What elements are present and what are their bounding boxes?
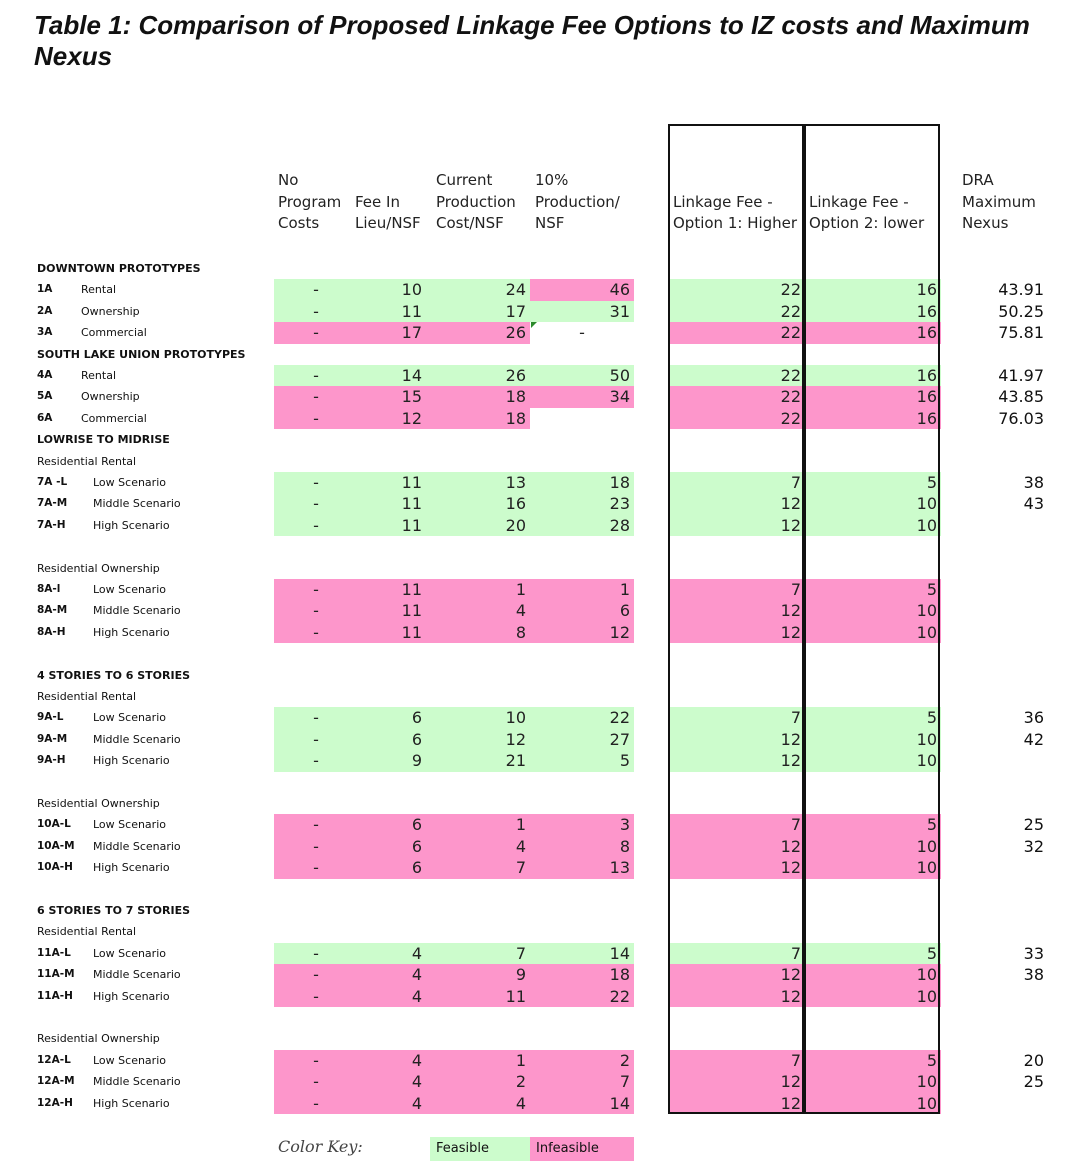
prototype-label: Commercial — [81, 326, 147, 340]
cell-ten: 5 — [530, 750, 634, 771]
cell-cur: 26 — [426, 322, 530, 343]
cell-ten — [530, 408, 634, 429]
table-row — [0, 707, 1080, 728]
cell-none: - — [274, 472, 358, 493]
cell-lf2: 10 — [805, 836, 941, 857]
cell-cur: 4 — [426, 600, 530, 621]
cell-lf1: 7 — [669, 579, 805, 600]
cell-fee: 11 — [358, 493, 426, 514]
cell-fee: 4 — [358, 1093, 426, 1114]
prototype-label: Commercial — [81, 411, 147, 425]
subsection-title: Residential Ownership — [37, 797, 160, 810]
cell-ten: 27 — [530, 729, 634, 750]
cell-cur: 13 — [426, 472, 530, 493]
cell-ten: - — [579, 323, 585, 343]
prototype-label: Low Scenario — [93, 946, 166, 960]
cell-none: - — [274, 1071, 358, 1092]
cell-lf2: 10 — [805, 986, 941, 1007]
cell-fee: 6 — [358, 836, 426, 857]
cell-ten: 14 — [530, 943, 634, 964]
prototype-id: 9A-L — [37, 711, 64, 724]
prototype-label: High Scenario — [93, 861, 170, 875]
subsection-heading — [0, 1028, 1080, 1049]
prototype-label: High Scenario — [93, 1096, 170, 1110]
cell-lf1: 7 — [669, 943, 805, 964]
cell-ten: 28 — [530, 515, 634, 536]
section-heading — [0, 900, 1080, 921]
cell-ten: 34 — [530, 386, 634, 407]
cell-fee: 4 — [358, 964, 426, 985]
header-fee-in-lieu: Fee In Lieu/NSF — [355, 192, 421, 232]
table-row — [0, 493, 1080, 514]
cell-fee: 10 — [358, 279, 426, 300]
cell-lf2: 5 — [805, 579, 941, 600]
table-row — [0, 857, 1080, 878]
cell-fee: 9 — [358, 750, 426, 771]
prototype-id: 12A-M — [37, 1075, 75, 1088]
cell-nexus: 25 — [1023, 815, 1044, 835]
color-key-infeasible: Infeasible — [530, 1137, 634, 1161]
cell-ten: 22 — [530, 707, 634, 728]
cell-nexus: 32 — [1023, 836, 1044, 856]
section-title: SOUTH LAKE UNION PROTOTYPES — [37, 347, 246, 361]
prototype-label: Rental — [81, 369, 116, 382]
cell-lf2: 5 — [805, 1050, 941, 1071]
cell-fee: 11 — [358, 579, 426, 600]
table-row — [0, 301, 1080, 322]
cell-cur: 2 — [426, 1071, 530, 1092]
prototype-id: 11A-H — [37, 989, 73, 1002]
cell-lf2: 16 — [805, 386, 941, 407]
cell-cur: 26 — [426, 365, 530, 386]
table-row — [0, 986, 1080, 1007]
cell-lf1: 22 — [669, 322, 805, 343]
cell-lf1: 12 — [669, 986, 805, 1007]
table-row — [0, 964, 1080, 985]
cell-cur: 10 — [426, 707, 530, 728]
cell-lf1: 22 — [669, 408, 805, 429]
cell-lf1: 7 — [669, 472, 805, 493]
cell-none: - — [274, 1050, 358, 1071]
cell-ten: 1 — [530, 579, 634, 600]
prototype-id: 10A-L — [37, 818, 71, 831]
table-row — [0, 1071, 1080, 1092]
prototype-label: High Scenario — [93, 989, 170, 1003]
cell-none: - — [274, 622, 358, 643]
table-row — [0, 365, 1080, 386]
cell-ten: 31 — [530, 301, 634, 322]
prototype-id: 3A — [37, 326, 53, 339]
prototype-id: 11A-L — [37, 946, 71, 959]
cell-fee: 15 — [358, 386, 426, 407]
cell-fee: 12 — [358, 408, 426, 429]
cell-ten: 18 — [530, 472, 634, 493]
cell-lf2: 16 — [805, 408, 941, 429]
spacer-row — [0, 1007, 1080, 1028]
cell-ten: 23 — [530, 493, 634, 514]
header-ten-pct-production: 10% Production/ NSF — [535, 171, 620, 232]
section-title: DOWNTOWN PROTOTYPES — [37, 262, 201, 275]
section-heading — [0, 665, 1080, 686]
header-linkage-option-1: Linkage Fee - Option 1: Higher — [673, 192, 798, 232]
cell-lf2: 10 — [805, 515, 941, 536]
section-title: 4 STORIES TO 6 STORIES — [37, 668, 191, 682]
spacer-row — [0, 536, 1080, 557]
prototype-label: Middle Scenario — [93, 732, 181, 746]
spacer-row — [0, 879, 1080, 900]
cell-ten: 46 — [530, 279, 634, 300]
subsection-heading — [0, 793, 1080, 814]
spacer-row — [0, 772, 1080, 793]
prototype-label: Middle Scenario — [93, 1075, 181, 1089]
prototype-label: Low Scenario — [93, 583, 166, 596]
prototype-label: Middle Scenario — [93, 839, 181, 853]
cell-lf1: 12 — [669, 1093, 805, 1114]
table-row — [0, 1093, 1080, 1114]
cell-cur: 18 — [426, 386, 530, 407]
cell-lf2: 10 — [805, 493, 941, 514]
cell-cur: 12 — [426, 729, 530, 750]
cell-none: - — [274, 707, 358, 728]
cell-none: - — [274, 814, 358, 835]
cell-none: - — [274, 600, 358, 621]
cell-none: - — [274, 986, 358, 1007]
prototype-id: 7A-M — [37, 497, 68, 510]
cell-cur: 7 — [426, 857, 530, 878]
prototype-id: 9A-M — [37, 732, 68, 745]
cell-nexus: 50.25 — [998, 301, 1044, 321]
table-row — [0, 579, 1080, 600]
cell-none: - — [274, 279, 358, 300]
cell-cur: 4 — [426, 1093, 530, 1114]
table-row — [0, 729, 1080, 750]
subsection-title: Residential Ownership — [37, 561, 160, 575]
cell-fee: 4 — [358, 1050, 426, 1071]
cell-lf1: 7 — [669, 707, 805, 728]
cell-ten: 18 — [530, 964, 634, 985]
prototype-id: 10A-M — [37, 839, 75, 852]
comment-marker — [531, 322, 537, 328]
cell-lf2: 16 — [805, 301, 941, 322]
cell-fee: 4 — [358, 943, 426, 964]
cell-none: - — [274, 836, 358, 857]
cell-nexus: 43 — [1023, 494, 1044, 514]
cell-cur: 17 — [426, 301, 530, 322]
cell-ten: 8 — [530, 836, 634, 857]
prototype-label: Low Scenario — [93, 1053, 166, 1067]
cell-none: - — [274, 365, 358, 386]
cell-lf2: 10 — [805, 622, 941, 643]
header-current-production: Current Production Cost/NSF — [436, 171, 516, 232]
cell-nexus: 75.81 — [998, 323, 1044, 343]
cell-fee: 11 — [358, 301, 426, 322]
subsection-heading — [0, 686, 1080, 707]
cell-fee: 11 — [358, 600, 426, 621]
section-heading — [0, 258, 1080, 279]
cell-nexus: 36 — [1023, 708, 1044, 728]
prototype-id: 4A — [37, 369, 53, 381]
prototype-label: Low Scenario — [93, 711, 166, 725]
cell-lf1: 22 — [669, 386, 805, 407]
cell-none: - — [274, 515, 358, 536]
section-heading — [0, 344, 1080, 365]
prototype-id: 6A — [37, 411, 53, 424]
cell-lf1: 12 — [669, 729, 805, 750]
cell-lf2: 5 — [805, 943, 941, 964]
cell-nexus: 38 — [1023, 473, 1044, 492]
subsection-heading — [0, 921, 1080, 942]
prototype-label: High Scenario — [93, 518, 170, 532]
cell-cur: 11 — [426, 986, 530, 1007]
prototype-id: 11A-M — [37, 968, 75, 981]
cell-fee: 6 — [358, 707, 426, 728]
cell-lf2: 5 — [805, 814, 941, 835]
cell-lf2: 10 — [805, 1093, 941, 1114]
cell-lf2: 16 — [805, 322, 941, 343]
cell-nexus: 42 — [1023, 729, 1044, 749]
table-row — [0, 836, 1080, 857]
cell-lf1: 12 — [669, 836, 805, 857]
cell-cur: 4 — [426, 836, 530, 857]
header-no-program: No Program Costs — [278, 171, 342, 232]
prototype-id: 7A -L — [37, 476, 68, 488]
cell-cur: 20 — [426, 515, 530, 536]
cell-ten: 12 — [530, 622, 634, 643]
prototype-id: 8A-M — [37, 604, 68, 617]
cell-nexus: 76.03 — [998, 408, 1044, 428]
cell-ten: 2 — [530, 1050, 634, 1071]
subsection-title: Residential Ownership — [37, 1032, 160, 1046]
cell-none: - — [274, 301, 358, 322]
cell-lf1: 12 — [669, 600, 805, 621]
cell-cur: 8 — [426, 622, 530, 643]
cell-cur: 21 — [426, 750, 530, 771]
cell-ten: 22 — [530, 986, 634, 1007]
prototype-label: High Scenario — [93, 625, 170, 639]
section-title: LOWRISE TO MIDRISE — [37, 433, 170, 447]
cell-nexus: 43.91 — [998, 280, 1044, 300]
cell-lf2: 10 — [805, 857, 941, 878]
table-row — [0, 386, 1080, 407]
cell-ten: 14 — [530, 1093, 634, 1114]
cell-lf1: 12 — [669, 622, 805, 643]
table-title: Table 1: Comparison of Proposed Linkage Fee Options to IZ costs and Maximum Nexus — [34, 10, 1030, 71]
section-title: 6 STORIES TO 7 STORIES — [37, 904, 191, 917]
prototype-label: Middle Scenario — [93, 497, 181, 511]
cell-fee: 6 — [358, 814, 426, 835]
subsection-title: Residential Rental — [37, 454, 137, 468]
cell-lf1: 7 — [669, 1050, 805, 1071]
prototype-label: Ownership — [81, 390, 140, 404]
subsection-title: Residential Rental — [37, 690, 137, 703]
cell-lf2: 10 — [805, 1071, 941, 1092]
cell-lf1: 12 — [669, 750, 805, 771]
cell-lf1: 22 — [669, 301, 805, 322]
subsection-heading — [0, 451, 1080, 472]
subsection-title: Residential Rental — [37, 925, 137, 939]
cell-cur: 1 — [426, 579, 530, 600]
table-row — [0, 750, 1080, 771]
cell-ten: 50 — [530, 365, 634, 386]
cell-fee: 11 — [358, 472, 426, 493]
header-linkage-option-2: Linkage Fee - Option 2: lower — [809, 192, 925, 232]
cell-lf2: 5 — [805, 707, 941, 728]
prototype-id: 2A — [37, 304, 53, 317]
cell-lf2: 10 — [805, 964, 941, 985]
cell-lf1: 12 — [669, 493, 805, 514]
cell-cur: 1 — [426, 814, 530, 835]
subsection-heading — [0, 558, 1080, 579]
cell-nexus: 38 — [1023, 965, 1044, 985]
cell-ten: 13 — [530, 857, 634, 878]
cell-fee: 11 — [358, 622, 426, 643]
cell-none: - — [274, 493, 358, 514]
table-row — [0, 814, 1080, 835]
table-row — [0, 943, 1080, 964]
prototype-label: Ownership — [81, 304, 140, 318]
cell-none: - — [274, 322, 358, 343]
prototype-label: Middle Scenario — [93, 968, 181, 982]
color-key-label: Color Key: — [278, 1137, 363, 1156]
cell-cur: 18 — [426, 408, 530, 429]
cell-cur: 7 — [426, 943, 530, 964]
prototype-id: 12A-L — [37, 1053, 71, 1066]
cell-lf1: 22 — [669, 279, 805, 300]
cell-none: - — [274, 750, 358, 771]
cell-lf1: 7 — [669, 814, 805, 835]
prototype-id: 1A — [37, 283, 53, 296]
cell-none: - — [274, 964, 358, 985]
cell-none: - — [274, 729, 358, 750]
cell-lf1: 22 — [669, 365, 805, 386]
cell-lf1: 12 — [669, 1071, 805, 1092]
cell-cur: 9 — [426, 964, 530, 985]
cell-lf2: 16 — [805, 365, 941, 386]
cell-none: - — [274, 857, 358, 878]
cell-none: - — [274, 408, 358, 429]
cell-lf2: 16 — [805, 279, 941, 300]
prototype-label: Middle Scenario — [93, 604, 181, 618]
prototype-label: Rental — [81, 283, 116, 297]
cell-cur: 24 — [426, 279, 530, 300]
cell-nexus: 20 — [1023, 1050, 1044, 1070]
prototype-id: 5A — [37, 390, 53, 403]
cell-nexus: 41.97 — [998, 366, 1044, 385]
table-row — [0, 322, 1080, 343]
cell-lf1: 12 — [669, 857, 805, 878]
prototype-id: 8A-l — [37, 583, 61, 595]
cell-fee: 17 — [358, 322, 426, 343]
section-heading — [0, 429, 1080, 450]
cell-nexus: 33 — [1023, 943, 1044, 963]
table-row — [0, 472, 1080, 493]
table-row — [0, 622, 1080, 643]
cell-nexus: 25 — [1023, 1072, 1044, 1092]
cell-lf1: 12 — [669, 964, 805, 985]
cell-lf1: 12 — [669, 515, 805, 536]
prototype-id: 12A-H — [37, 1096, 73, 1109]
cell-lf2: 5 — [805, 472, 941, 493]
table-row — [0, 515, 1080, 536]
prototype-label: Low Scenario — [93, 476, 166, 489]
cell-none: - — [274, 943, 358, 964]
cell-none: - — [274, 579, 358, 600]
cell-fee: 6 — [358, 857, 426, 878]
header-dra-nexus: DRA Maximum Nexus — [962, 171, 1036, 232]
cell-fee: 14 — [358, 365, 426, 386]
cell-ten: 7 — [530, 1071, 634, 1092]
cell-fee: 11 — [358, 515, 426, 536]
cell-fee: 4 — [358, 986, 426, 1007]
color-key-feasible: Feasible — [430, 1137, 530, 1161]
cell-nexus: 43.85 — [998, 387, 1044, 407]
cell-cur: 16 — [426, 493, 530, 514]
spacer-row — [0, 643, 1080, 664]
table-row — [0, 600, 1080, 621]
cell-lf2: 10 — [805, 729, 941, 750]
cell-none: - — [274, 386, 358, 407]
prototype-id: 10A-H — [37, 861, 73, 874]
prototype-id: 7A-H — [37, 518, 66, 531]
prototype-label: Low Scenario — [93, 818, 166, 832]
prototype-id: 9A-H — [37, 754, 66, 767]
table-row — [0, 1050, 1080, 1071]
cell-ten: 6 — [530, 600, 634, 621]
cell-cur: 1 — [426, 1050, 530, 1071]
prototype-id: 8A-H — [37, 625, 66, 638]
cell-lf2: 10 — [805, 750, 941, 771]
cell-fee: 4 — [358, 1071, 426, 1092]
table-row — [0, 408, 1080, 429]
cell-ten: 3 — [530, 814, 634, 835]
cell-none: - — [274, 1093, 358, 1114]
cell-lf2: 10 — [805, 600, 941, 621]
prototype-label: High Scenario — [93, 754, 170, 768]
cell-fee: 6 — [358, 729, 426, 750]
table-row — [0, 279, 1080, 300]
